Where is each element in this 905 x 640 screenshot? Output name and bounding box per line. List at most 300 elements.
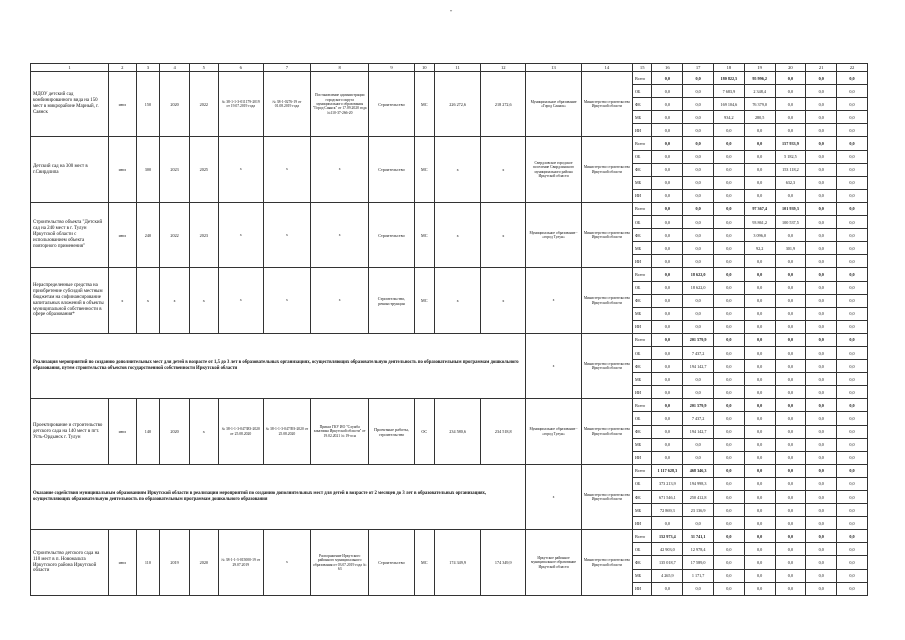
amount-cell: 0,0 (837, 98, 868, 111)
funding-source: ОБ (632, 150, 651, 163)
header-cell: 15 (632, 64, 651, 72)
funding-source: ОБ (632, 346, 651, 359)
amount-cell: 0,0 (806, 504, 837, 517)
object-name: Нераспределенные средства на приобретение субсидий местным бюджетам на софинансирование капитальных вложений в объекты муниципальной собственности в сфере образования* (31, 268, 109, 333)
amount-cell: 0,0 (837, 307, 868, 320)
object-c6: № 38-1-1-3-011179-2019 от 19.07.2019 года (218, 72, 263, 137)
amount-cell: 31 741,1 (683, 530, 714, 543)
amount-cell: 0,0 (714, 399, 745, 412)
amount-cell: 0,0 (806, 189, 837, 202)
amount-cell: 0,0 (806, 438, 837, 451)
object-c3: 150 (136, 72, 160, 137)
object-c9: Строительство (369, 530, 414, 595)
header-cell: 2 (108, 64, 136, 72)
amount-cell: 0,0 (652, 124, 683, 137)
amount-cell: 0,0 (652, 333, 683, 346)
amount-cell: 0,0 (837, 137, 868, 150)
amount-cell: 0,0 (744, 569, 775, 582)
funding-source: ОБ (632, 477, 651, 490)
amount-cell: 0,0 (714, 150, 745, 163)
object-c8: Постановление администрации городского округа муниципального образования "Город Саянск" от 17.09.2020 года №110-37-266-20 (310, 72, 368, 137)
amount-cell: 0,0 (806, 229, 837, 242)
amount-cell: 18 622,0 (683, 268, 714, 281)
amount-cell: 671 546,1 (652, 491, 683, 504)
header-cell: 22 (837, 64, 868, 72)
amount-cell: 0,0 (683, 229, 714, 242)
amount-cell: 0,0 (714, 189, 745, 202)
amount-cell: 0,0 (714, 124, 745, 137)
amount-cell: 0,0 (806, 543, 837, 556)
header-cell: 5 (189, 64, 218, 72)
amount-cell: 0,0 (806, 98, 837, 111)
amount-cell: 23 136,9 (683, 504, 714, 517)
amount-cell: 0,0 (652, 229, 683, 242)
funding-source: МБ (632, 307, 651, 320)
amount-cell: 95 996,2 (744, 72, 775, 85)
header-cell: 18 (714, 64, 745, 72)
amount-cell: 0,0 (744, 189, 775, 202)
object-name: МДОУ детский сад комбинированного вида на 150 мест в микрорайоне Марный, г. Саянск (31, 72, 109, 137)
amount-cell: 0,0 (683, 255, 714, 268)
amount-cell: 0,0 (744, 137, 775, 150)
object-c7: х (263, 137, 310, 202)
amount-cell: 0,0 (775, 320, 806, 333)
amount-cell: 0,0 (683, 451, 714, 464)
amount-cell: 0,0 (714, 438, 745, 451)
amount-cell: 0,0 (714, 504, 745, 517)
object-c9: Проектные работы, строительство (369, 399, 414, 464)
amount-cell: 12 978,4 (683, 543, 714, 556)
amount-cell: 0,0 (837, 360, 868, 373)
amount-cell: 0,0 (714, 569, 745, 582)
amount-cell: 0,0 (652, 163, 683, 176)
object-c14: Министерство строительства Иркутской области (581, 530, 632, 595)
amount-cell: 0,0 (683, 189, 714, 202)
amount-cell: 0,0 (775, 111, 806, 124)
amount-cell: 0,0 (744, 530, 775, 543)
budget-table (30, 63, 868, 596)
funding-source: ИИ (632, 386, 651, 399)
amount-cell: 0,0 (744, 255, 775, 268)
amount-cell: 0,0 (837, 386, 868, 399)
object-c14: Министерство строительства Иркутской области (581, 202, 632, 267)
amount-cell: 0,0 (837, 504, 868, 517)
amount-cell: 0,0 (775, 189, 806, 202)
amount-cell: 0,0 (744, 163, 775, 176)
header-cell: 3 (136, 64, 160, 72)
object-c6: х (218, 268, 263, 333)
amount-cell: 0,0 (714, 451, 745, 464)
funding-source: ФБ (632, 294, 651, 307)
object-c12: х (481, 137, 526, 202)
object-c4: х (160, 268, 190, 333)
amount-cell: 0,0 (837, 425, 868, 438)
amount-cell: 0,0 (775, 517, 806, 530)
amount-cell: 0,0 (744, 294, 775, 307)
amount-cell: 0,0 (806, 399, 837, 412)
object-c7: х (263, 268, 310, 333)
amount-cell: 0,0 (714, 477, 745, 490)
funding-source: ФБ (632, 425, 651, 438)
amount-cell: 0,0 (652, 294, 683, 307)
section-c14: Министерство строительства Иркутской области (581, 333, 632, 398)
amount-cell: 0,0 (837, 399, 868, 412)
amount-cell: 0,0 (837, 569, 868, 582)
object-c4: 2020 (160, 72, 190, 137)
amount-cell: 0,0 (714, 491, 745, 504)
section-c13: х (526, 333, 581, 398)
amount-cell: 0,0 (806, 530, 837, 543)
amount-cell: 0,0 (775, 477, 806, 490)
funding-source: ИИ (632, 517, 651, 530)
amount-cell: 0,0 (806, 307, 837, 320)
object-c4: 2022 (160, 202, 190, 267)
object-c10: МС (414, 530, 435, 595)
object-c11: 174 349,9 (435, 530, 481, 595)
object-c4: 2020 (160, 399, 190, 464)
amount-cell: 0,0 (714, 255, 745, 268)
funding-source: МБ (632, 504, 651, 517)
table-row (31, 464, 868, 477)
amount-cell: 0,0 (837, 176, 868, 189)
funding-source: ИИ (632, 451, 651, 464)
funding-source: Всего (632, 333, 651, 346)
amount-cell: 0,0 (652, 268, 683, 281)
amount-cell: 0,0 (837, 464, 868, 477)
amount-cell: 0,0 (744, 451, 775, 464)
page-mark: " (450, 10, 453, 16)
amount-cell: 0,0 (714, 556, 745, 569)
funding-source: ФБ (632, 491, 651, 504)
amount-cell: 301,9 (775, 242, 806, 255)
object-c6: х (218, 202, 263, 267)
object-c7: х (263, 202, 310, 267)
funding-source: ИИ (632, 189, 651, 202)
amount-cell: 0,0 (714, 229, 745, 242)
object-c7: х (263, 530, 310, 595)
amount-cell: 0,0 (683, 517, 714, 530)
header-cell: 11 (435, 64, 481, 72)
amount-cell: 0,0 (806, 268, 837, 281)
amount-cell: 0,0 (775, 346, 806, 359)
amount-cell: 373 213,9 (652, 477, 683, 490)
amount-cell: 1 117 628,3 (652, 464, 683, 477)
table-row (31, 72, 868, 85)
object-c10: МС (414, 72, 435, 137)
amount-cell: 0,0 (714, 137, 745, 150)
amount-cell: 0,0 (775, 294, 806, 307)
amount-cell: 0,0 (806, 451, 837, 464)
object-c14: Министерство строительства Иркутской области (581, 268, 632, 333)
header-cell: 20 (775, 64, 806, 72)
amount-cell: 0,0 (683, 438, 714, 451)
amount-cell: 0,0 (775, 451, 806, 464)
amount-cell: 2 348,4 (744, 85, 775, 98)
amount-cell: 0,0 (837, 543, 868, 556)
amount-cell: 0,0 (714, 163, 745, 176)
amount-cell: 0,0 (744, 491, 775, 504)
object-c13: Иркутское районное муниципальное образование Иркутской области (526, 530, 581, 595)
amount-cell: 0,0 (775, 386, 806, 399)
amount-cell: 0,0 (714, 386, 745, 399)
amount-cell: 0,0 (837, 255, 868, 268)
header-cell: 19 (744, 64, 775, 72)
amount-cell: 0,0 (744, 543, 775, 556)
object-c3: 300 (136, 137, 160, 202)
amount-cell: 0,0 (744, 307, 775, 320)
object-c12: 218 272,6 (481, 72, 526, 137)
amount-cell: 632,3 (775, 176, 806, 189)
amount-cell: 18 622,0 (683, 281, 714, 294)
amount-cell: 0,0 (775, 543, 806, 556)
object-c14: Министерство строительства Иркутской области (581, 137, 632, 202)
amount-cell: 0,0 (744, 346, 775, 359)
amount-cell: 0,0 (806, 111, 837, 124)
funding-source: МБ (632, 111, 651, 124)
table-row (31, 202, 868, 215)
object-c8: х (310, 137, 368, 202)
amount-cell: 0,0 (837, 517, 868, 530)
amount-cell: 0,0 (775, 438, 806, 451)
object-c2: июл (108, 137, 136, 202)
table-row (31, 137, 868, 150)
amount-cell: 0,0 (837, 530, 868, 543)
amount-cell: 0,0 (806, 412, 837, 425)
amount-cell: 0,0 (806, 294, 837, 307)
amount-cell: 0,0 (775, 268, 806, 281)
header-cell: 12 (481, 64, 526, 72)
amount-cell: 0,0 (744, 124, 775, 137)
amount-cell: 0,0 (744, 425, 775, 438)
amount-cell: 0,0 (806, 556, 837, 569)
object-c8: х (310, 202, 368, 267)
funding-source: ОБ (632, 85, 651, 98)
amount-cell: 0,0 (837, 124, 868, 137)
amount-cell: 92,2 (744, 242, 775, 255)
amount-cell: 0,0 (652, 242, 683, 255)
object-c11: 234 580,6 (435, 399, 481, 464)
funding-source: Всего (632, 268, 651, 281)
object-c11: х (435, 137, 481, 202)
amount-cell: 0,0 (652, 72, 683, 85)
amount-cell: 0,0 (775, 72, 806, 85)
amount-cell: 5 182,5 (775, 150, 806, 163)
amount-cell: 0,0 (652, 399, 683, 412)
object-c8: х (310, 268, 368, 333)
amount-cell: 169 104,6 (714, 98, 745, 111)
amount-cell: 0,0 (683, 98, 714, 111)
header-cell: 9 (369, 64, 414, 72)
amount-cell: 0,0 (714, 464, 745, 477)
amount-cell: 0,0 (714, 202, 745, 215)
table-body (31, 64, 868, 596)
funding-source: ОБ (632, 412, 651, 425)
object-name: Детский сад на 300 мест в г.Свирдлипа (31, 137, 109, 202)
amount-cell: 0,0 (744, 517, 775, 530)
object-c11: х (435, 268, 481, 333)
amount-cell: 0,0 (714, 216, 745, 229)
amount-cell: 1 171,7 (683, 569, 714, 582)
amount-cell: 135 018,7 (652, 556, 683, 569)
amount-cell: 152 973,4 (652, 530, 683, 543)
amount-cell: 0,0 (806, 176, 837, 189)
amount-cell: 3 096,0 (744, 229, 775, 242)
amount-cell: 194 142,7 (683, 360, 714, 373)
amount-cell: 0,0 (837, 242, 868, 255)
amount-cell: 0,0 (652, 517, 683, 530)
amount-cell: 0,0 (806, 320, 837, 333)
amount-cell: 0,0 (744, 386, 775, 399)
amount-cell: 280,5 (744, 111, 775, 124)
object-name: Проектирование и строительство детского сада на 140 мест в пгт. Усть-Ордынск г. Тулун (31, 399, 109, 464)
amount-cell: 0,0 (806, 477, 837, 490)
funding-source: ИИ (632, 124, 651, 137)
funding-source: Всего (632, 137, 651, 150)
funding-source: Всего (632, 202, 651, 215)
object-c9: Строительство (369, 202, 414, 267)
object-c2: июл (108, 530, 136, 595)
table-row (31, 399, 868, 412)
amount-cell: 0,0 (806, 373, 837, 386)
object-c5: 2023 (189, 202, 218, 267)
amount-cell: 0,0 (652, 111, 683, 124)
amount-cell: 0,0 (652, 216, 683, 229)
amount-cell: 201 579,9 (683, 333, 714, 346)
object-c4: 2023 (160, 137, 190, 202)
amount-cell: 0,0 (775, 530, 806, 543)
amount-cell: 0,0 (744, 464, 775, 477)
section-c14: Министерство строительства Иркутской области (581, 464, 632, 529)
header-cell: 21 (806, 64, 837, 72)
object-c10: МС (414, 137, 435, 202)
amount-cell: 0,0 (652, 386, 683, 399)
funding-source: ФБ (632, 360, 651, 373)
header-cell: 4 (160, 64, 190, 72)
amount-cell: 0,0 (714, 346, 745, 359)
amount-cell: 0,0 (652, 202, 683, 215)
header-cell: 6 (218, 64, 263, 72)
object-c13: Муниципальное образование - «город Тулун» (526, 399, 581, 464)
amount-cell: 0,0 (744, 268, 775, 281)
amount-cell: 0,0 (806, 346, 837, 359)
funding-source: Всего (632, 399, 651, 412)
amount-cell: 0,0 (837, 111, 868, 124)
amount-cell: 0,0 (837, 268, 868, 281)
object-name: Строительство объекта "Детский сад на 240 мест в г. Тулун Иркутской области с использованием объекта повторного применения" (31, 202, 109, 267)
amount-cell: 0,0 (744, 412, 775, 425)
amount-cell: 0,0 (652, 281, 683, 294)
amount-cell: 0,0 (714, 530, 745, 543)
amount-cell: 157 933,9 (775, 137, 806, 150)
amount-cell: 0,0 (714, 307, 745, 320)
amount-cell: 0,0 (683, 176, 714, 189)
amount-cell: 0,0 (837, 491, 868, 504)
amount-cell: 194 142,7 (683, 425, 714, 438)
amount-cell: 0,0 (652, 189, 683, 202)
amount-cell: 0,0 (683, 582, 714, 595)
amount-cell: 0,0 (683, 124, 714, 137)
amount-cell: 0,0 (714, 176, 745, 189)
amount-cell: 0,0 (775, 229, 806, 242)
amount-cell: 0,0 (775, 333, 806, 346)
funding-source: ИИ (632, 255, 651, 268)
amount-cell: 0,0 (744, 582, 775, 595)
amount-cell: 0,0 (683, 373, 714, 386)
amount-cell: 0,0 (744, 150, 775, 163)
object-c8: Распоряжение Иркутского районного муниципального образования от 03.07.2019 года № 63 (310, 530, 368, 595)
amount-cell: 0,0 (806, 582, 837, 595)
funding-source: МБ (632, 569, 651, 582)
amount-cell: 0,0 (744, 504, 775, 517)
object-name: Строительство детского сада на 110 мест в п. Новомальта Иркутского района Иркутской области (31, 530, 109, 595)
funding-source: Всего (632, 530, 651, 543)
amount-cell: 0,0 (775, 255, 806, 268)
object-c3: 140 (136, 399, 160, 464)
amount-cell: 0,0 (683, 85, 714, 98)
amount-cell: 0,0 (775, 124, 806, 137)
amount-cell: 0,0 (714, 242, 745, 255)
amount-cell: 0,0 (652, 346, 683, 359)
amount-cell: 0,0 (837, 163, 868, 176)
amount-cell: 0,0 (744, 281, 775, 294)
amount-cell: 0,0 (775, 85, 806, 98)
amount-cell: 0,0 (744, 373, 775, 386)
amount-cell: 0,0 (837, 582, 868, 595)
funding-source: ФБ (632, 556, 651, 569)
amount-cell: 0,0 (652, 255, 683, 268)
amount-cell: 0,0 (837, 281, 868, 294)
amount-cell: 93 861,2 (744, 216, 775, 229)
amount-cell: 250 412,8 (683, 491, 714, 504)
amount-cell: 0,0 (806, 216, 837, 229)
amount-cell: 0,0 (837, 85, 868, 98)
funding-source: МБ (632, 242, 651, 255)
object-c12: х (481, 268, 526, 333)
object-c5: х (189, 399, 218, 464)
amount-cell: 0,0 (775, 412, 806, 425)
amount-cell: 0,0 (714, 582, 745, 595)
object-c12: 234 518,8 (481, 399, 526, 464)
amount-cell: 0,0 (744, 556, 775, 569)
section-c13: х (526, 464, 581, 529)
funding-source: ИИ (632, 320, 651, 333)
object-c9: Строительство (369, 137, 414, 202)
amount-cell: 0,0 (837, 346, 868, 359)
amount-cell: 0,0 (837, 477, 868, 490)
object-c11: х (435, 202, 481, 267)
funding-source: Всего (632, 72, 651, 85)
amount-cell: 0,0 (714, 281, 745, 294)
amount-cell: 0,0 (806, 569, 837, 582)
object-c2: июл (108, 399, 136, 464)
amount-cell: 0,0 (714, 333, 745, 346)
amount-cell: 7 437,2 (683, 412, 714, 425)
amount-cell: 0,0 (652, 438, 683, 451)
table-row (31, 333, 868, 346)
amount-cell: 0,0 (744, 360, 775, 373)
amount-cell: 0,0 (806, 137, 837, 150)
header-cell: 1 (31, 64, 109, 72)
object-c10: ОС (414, 399, 435, 464)
object-c13: х (526, 268, 581, 333)
header-cell: 17 (683, 64, 714, 72)
object-c5: 2025 (189, 137, 218, 202)
object-c10: МС (414, 268, 435, 333)
amount-cell: 0,0 (775, 464, 806, 477)
amount-cell: 0,0 (806, 333, 837, 346)
amount-cell: 0,0 (806, 163, 837, 176)
amount-cell: 0,0 (714, 268, 745, 281)
